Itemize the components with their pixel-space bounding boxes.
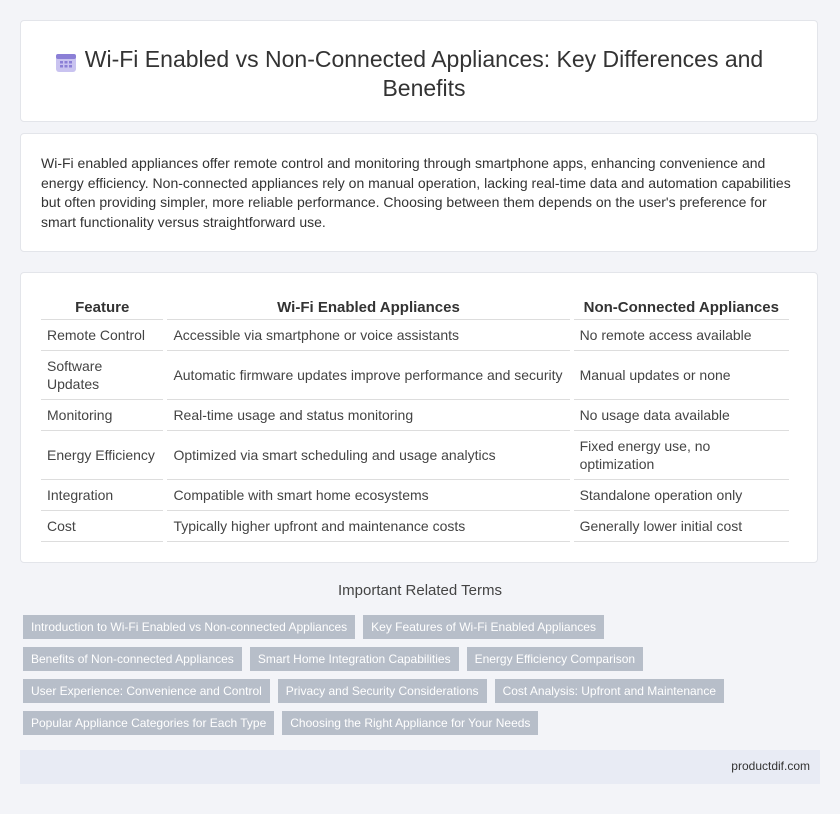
table-cell: Automatic firmware updates improve performance and security	[167, 351, 569, 400]
table-cell: Compatible with smart home ecosystems	[167, 480, 569, 511]
table-cell: Generally lower initial cost	[574, 511, 789, 542]
comparison-table-card	[20, 272, 818, 563]
table-cell: Manual updates or none	[574, 351, 789, 400]
related-term-chip[interactable]: Cost Analysis: Upfront and Maintenance	[495, 679, 724, 703]
title-card	[20, 20, 818, 122]
table-row	[41, 320, 789, 351]
related-term-chip[interactable]: Introduction to Wi-Fi Enabled vs Non-connected Appliances	[23, 615, 355, 639]
related-term-chip[interactable]: User Experience: Convenience and Control	[23, 679, 270, 703]
table-cell: Monitoring	[41, 400, 163, 431]
header-non-connected: Non-Connected Appliances	[574, 295, 789, 320]
table-cell: No usage data available	[574, 400, 789, 431]
table-row	[41, 431, 789, 480]
table-cell: Real-time usage and status monitoring	[167, 400, 569, 431]
footer-site-link[interactable]: productdif.com	[731, 759, 810, 773]
table-cell: Energy Efficiency	[41, 431, 163, 480]
table-cell: Software Updates	[41, 351, 163, 400]
related-term-chip[interactable]: Choosing the Right Appliance for Your Needs	[282, 711, 538, 735]
table-cell: Accessible via smartphone or voice assistants	[167, 320, 569, 351]
table-row	[41, 351, 789, 400]
table-cell: Remote Control	[41, 320, 163, 351]
table-cell: No remote access available	[574, 320, 789, 351]
header-feature: Feature	[41, 295, 163, 320]
table-row	[41, 480, 789, 511]
table-cell: Integration	[41, 480, 163, 511]
related-terms-heading: Important Related Terms	[338, 582, 502, 599]
related-term-chip[interactable]: Key Features of Wi-Fi Enabled Appliances	[363, 615, 604, 639]
table-cell: Typically higher upfront and maintenance costs	[167, 511, 569, 542]
summary-card	[20, 133, 818, 252]
table-cell: Standalone operation only	[574, 480, 789, 511]
related-term-chip[interactable]: Smart Home Integration Capabilities	[250, 647, 459, 671]
related-term-chip[interactable]: Privacy and Security Considerations	[278, 679, 487, 703]
related-terms	[23, 615, 803, 743]
comparison-table	[37, 295, 793, 542]
related-term-chip[interactable]: Benefits of Non-connected Appliances	[23, 647, 242, 671]
table-cell: Fixed energy use, no optimization	[574, 431, 789, 480]
table-row	[41, 511, 789, 542]
table-cell: Cost	[41, 511, 163, 542]
table-row	[41, 400, 789, 431]
footer	[20, 750, 820, 784]
header-wifi: Wi-Fi Enabled Appliances	[167, 295, 569, 320]
page-title: Wi-Fi Enabled vs Non-Connected Appliances: Key Differences and Benefits	[84, 46, 764, 101]
summary-text: Wi-Fi enabled appliances offer remote control and monitoring through smartphone apps, enhancing convenience and energy efficiency. Non-connected appliances rely on manual operation, lacking real-time data and automation capabilities but often providing simpler, more reliable performance. Choosing between them depends on the user's preference for smart functionality versus straightforward use.	[41, 155, 791, 230]
table-cell: Optimized via smart scheduling and usage analytics	[167, 431, 569, 480]
related-term-chip[interactable]: Energy Efficiency Comparison	[467, 647, 644, 671]
table-header-row	[41, 295, 789, 320]
related-term-chip[interactable]: Popular Appliance Categories for Each Type	[23, 711, 274, 735]
